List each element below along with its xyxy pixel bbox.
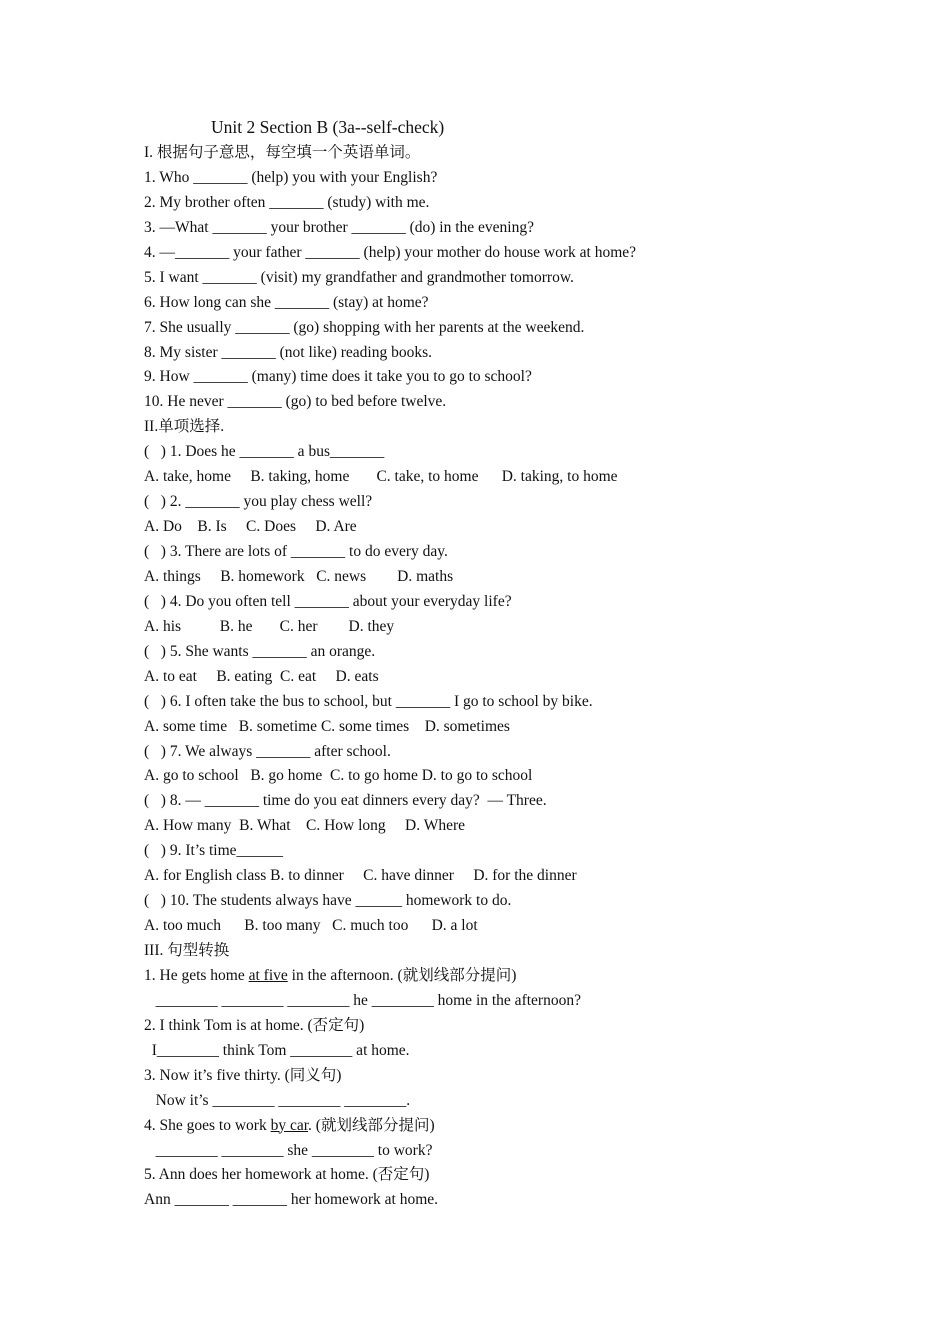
mc-question: ( ) 5. She wants _______ an orange. bbox=[144, 642, 376, 660]
fill-in-item: 6. How long can she _______ (stay) at home? bbox=[144, 293, 429, 311]
transform-answer: Now it’s ________ ________ ________. bbox=[144, 1091, 411, 1109]
fill-in-item: 5. I want _______ (visit) my grandfather and grandmother tomorrow. bbox=[144, 268, 574, 286]
fill-in-item: 9. How _______ (many) time does it take you to go to school? bbox=[144, 368, 532, 386]
transform-answer: Ann _______ _______ her homework at home. bbox=[144, 1191, 439, 1209]
fill-in-item: 1. Who _______ (help) you with your English? bbox=[144, 168, 438, 186]
transform-prompt: 1. He gets home at five in the afternoon. (就划线部分提问) bbox=[144, 966, 517, 984]
fill-in-item: 3. —What _______ your brother _______ (do) in the evening? bbox=[144, 218, 534, 236]
transform-prompt: 4. She goes to work by car. (就划线部分提问) bbox=[144, 1116, 435, 1134]
mc-question: ( ) 3. There are lots of _______ to do every day. bbox=[144, 543, 448, 560]
section-3-heading: III. 句型转换 bbox=[144, 942, 230, 959]
mc-options: A. too much B. too many C. much too D. a lot bbox=[144, 917, 478, 935]
worksheet-content bbox=[144, 141, 864, 1213]
mc-question: ( ) 1. Does he _______ a bus_______ bbox=[144, 443, 385, 461]
mc-options: A. go to school B. go home C. to go home D. to go to school bbox=[144, 767, 533, 785]
mc-question: ( ) 8. — _______ time do you eat dinners every day? — Three. bbox=[144, 792, 547, 810]
mc-question: ( ) 2. _______ you play chess well? bbox=[144, 493, 373, 511]
transform-answer: ________ ________ she ________ to work? bbox=[144, 1141, 433, 1159]
transform-answer: I________ think Tom ________ at home. bbox=[144, 1041, 410, 1059]
mc-options: A. things B. homework C. news D. maths bbox=[144, 567, 454, 585]
transform-prompt: 5. Ann does her homework at home. (否定句) bbox=[144, 1166, 430, 1184]
mc-options: A. to eat B. eating C. eat D. eats bbox=[144, 667, 379, 685]
underlined-phrase: by car bbox=[270, 1116, 309, 1134]
mc-question: ( ) 6. I often take the bus to school, but _______ I go to school by bike. bbox=[144, 692, 593, 710]
mc-question: ( ) 10. The students always have ______ homework to do. bbox=[144, 892, 512, 910]
page-title: Unit 2 Section B (3a--self-check) bbox=[211, 117, 445, 137]
section-1-heading: I. 根据句子意思，每空填一个英语单词。 bbox=[144, 144, 421, 161]
transform-prompt: 2. I think Tom is at home. (否定句) bbox=[144, 1016, 365, 1034]
transform-answer: ________ ________ ________ he ________ home in the afternoon? bbox=[144, 991, 581, 1009]
fill-in-item: 10. He never _______ (go) to bed before twelve. bbox=[144, 393, 447, 411]
underlined-phrase: at five bbox=[248, 966, 288, 984]
mc-options: A. some time B. sometime C. some times D. sometimes bbox=[144, 717, 510, 735]
mc-question: ( ) 9. It’s time______ bbox=[144, 842, 284, 860]
fill-in-item: 2. My brother often _______ (study) with me. bbox=[144, 193, 430, 211]
mc-options: A. for English class B. to dinner C. have dinner D. for the dinner bbox=[144, 867, 577, 885]
transform-prompt: 3. Now it’s five thirty. (同义句) bbox=[144, 1066, 342, 1084]
mc-options: A. Do B. Is C. Does D. Are bbox=[144, 518, 357, 536]
fill-in-item: 4. —_______ your father _______ (help) your mother do house work at home? bbox=[144, 243, 637, 261]
fill-in-item: 7. She usually _______ (go) shopping with her parents at the weekend. bbox=[144, 318, 585, 336]
mc-question: ( ) 4. Do you often tell _______ about your everyday life? bbox=[144, 592, 512, 610]
mc-options: A. How many B. What C. How long D. Where bbox=[144, 817, 466, 835]
mc-question: ( ) 7. We always _______ after school. bbox=[144, 742, 391, 760]
section-2-heading: II.单项选择. bbox=[144, 418, 225, 436]
fill-in-item: 8. My sister _______ (not like) reading books. bbox=[144, 343, 433, 361]
mc-options: A. take, home B. taking, home C. take, to home D. taking, to home bbox=[144, 468, 618, 486]
mc-options: A. his B. he C. her D. they bbox=[144, 617, 395, 635]
